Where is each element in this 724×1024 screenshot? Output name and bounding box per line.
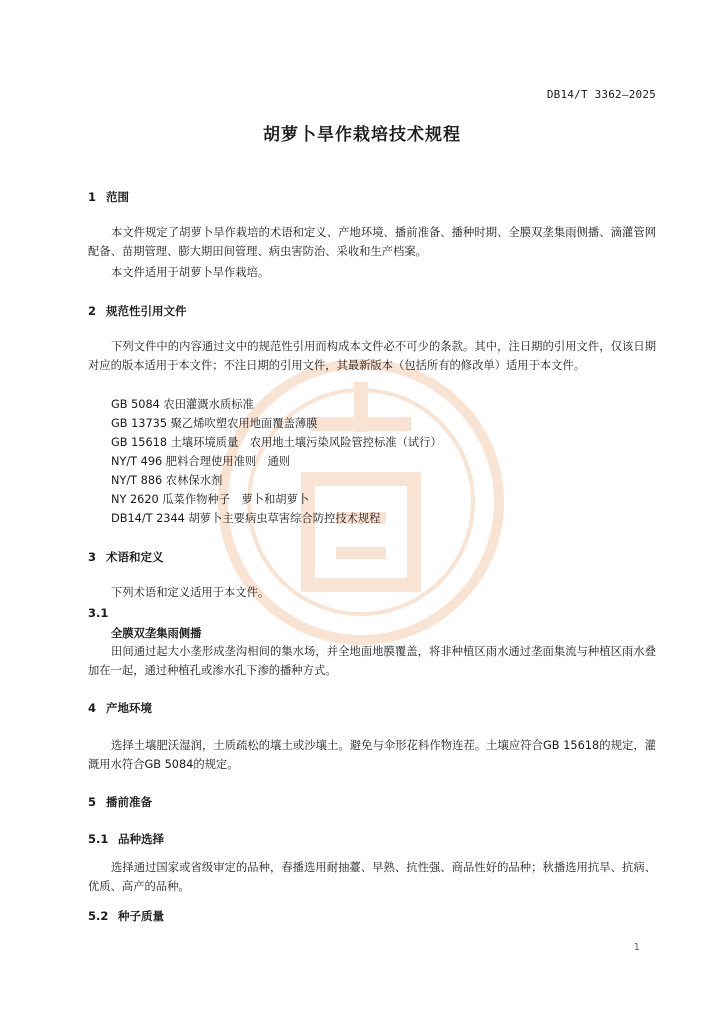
- section-number: 1: [88, 190, 97, 204]
- section-number: 2: [88, 304, 97, 318]
- section-4-heading: [88, 700, 152, 716]
- term-definition: 田间通过起大小垄形成垄沟相间的集水场，并全地面地膜覆盖，将非种植区雨水通过垄面集流与种植区雨水叠加在一起，通过种植孔或渗水孔下渗的播种方式。: [88, 645, 656, 678]
- reference-item: NY/T 496 肥料合理使用准则 通则: [111, 455, 291, 468]
- clause-title: 种子质量: [118, 909, 164, 923]
- reference-item: GB 15618 土壤环境质量 农用地土壤污染风险管控标准（试行）: [111, 436, 442, 449]
- section-5-heading: [88, 794, 152, 810]
- reference-item: GB 5084 农田灌溉水质标准: [111, 398, 254, 411]
- section-3-heading: [88, 549, 164, 565]
- page-number: 1: [633, 942, 640, 953]
- paragraph: 选择土壤肥沃湿润，土质疏松的壤土或沙壤土。避免与伞形花科作物连茬。土壤应符合GB 15618的规定，灌溉用水符合GB 5084的规定。: [88, 739, 656, 772]
- paragraph: 本文件适用于胡萝卜旱作栽培。: [111, 266, 270, 279]
- clause-number: 5.2: [88, 909, 109, 923]
- section-title: 术语和定义: [106, 550, 164, 564]
- paragraph: 选择通过国家或省级审定的品种，春播选用耐抽薹、早熟、抗性强、商品性好的品种；秋播选用抗旱、抗病、优质、高产的品种。: [88, 861, 656, 894]
- clause-5-2-heading: [88, 908, 164, 924]
- section-number: 4: [88, 701, 97, 715]
- section-title: 范围: [106, 190, 129, 204]
- paragraph: 下列术语和定义适用于本文件。: [111, 586, 270, 599]
- paragraph: 本文件规定了胡萝卜旱作栽培的术语和定义、产地环境、播前准备、播种时期、全膜双垄集雨侧播、滴灌管网配备、苗期管理、膨大期田间管理、病虫害防治、采收和生产档案。: [88, 226, 656, 259]
- reference-item: DB14/T 2344 胡萝卜主要病虫草害综合防控技术规程: [111, 512, 381, 525]
- reference-item: NY 2620 瓜菜作物种子 萝卜和胡萝卜: [111, 493, 310, 506]
- reference-item: NY/T 886 农林保水剂: [111, 474, 223, 487]
- section-number: 3: [88, 550, 97, 564]
- section-title: 播前准备: [106, 795, 152, 809]
- section-title: 规范性引用文件: [106, 304, 187, 318]
- document-number: DB14/T 3362—2025: [546, 88, 656, 101]
- section-2-heading: [88, 303, 187, 319]
- term-name: 全膜双垄集雨侧播: [111, 627, 202, 640]
- document-title: 胡萝卜旱作栽培技术规程: [263, 125, 461, 145]
- reference-item: GB 13735 聚乙烯吹塑农用地面覆盖薄膜: [111, 417, 318, 430]
- clause-number: 5.1: [88, 832, 109, 846]
- section-number: 5: [88, 795, 97, 809]
- section-1-heading: [88, 189, 129, 205]
- section-title: 产地环境: [106, 701, 152, 715]
- paragraph: 下列文件中的内容通过文中的规范性引用而构成本文件必不可少的条款。其中，注日期的引用文件，仅该日期对应的版本适用于本文件；不注日期的引用文件，其最新版本（包括所有的修改单）适用于本文件。: [88, 340, 656, 373]
- clause-title: 品种选择: [118, 832, 164, 846]
- clause-5-1-heading: [88, 831, 164, 847]
- clause-3-1-number: 3.1: [88, 606, 109, 620]
